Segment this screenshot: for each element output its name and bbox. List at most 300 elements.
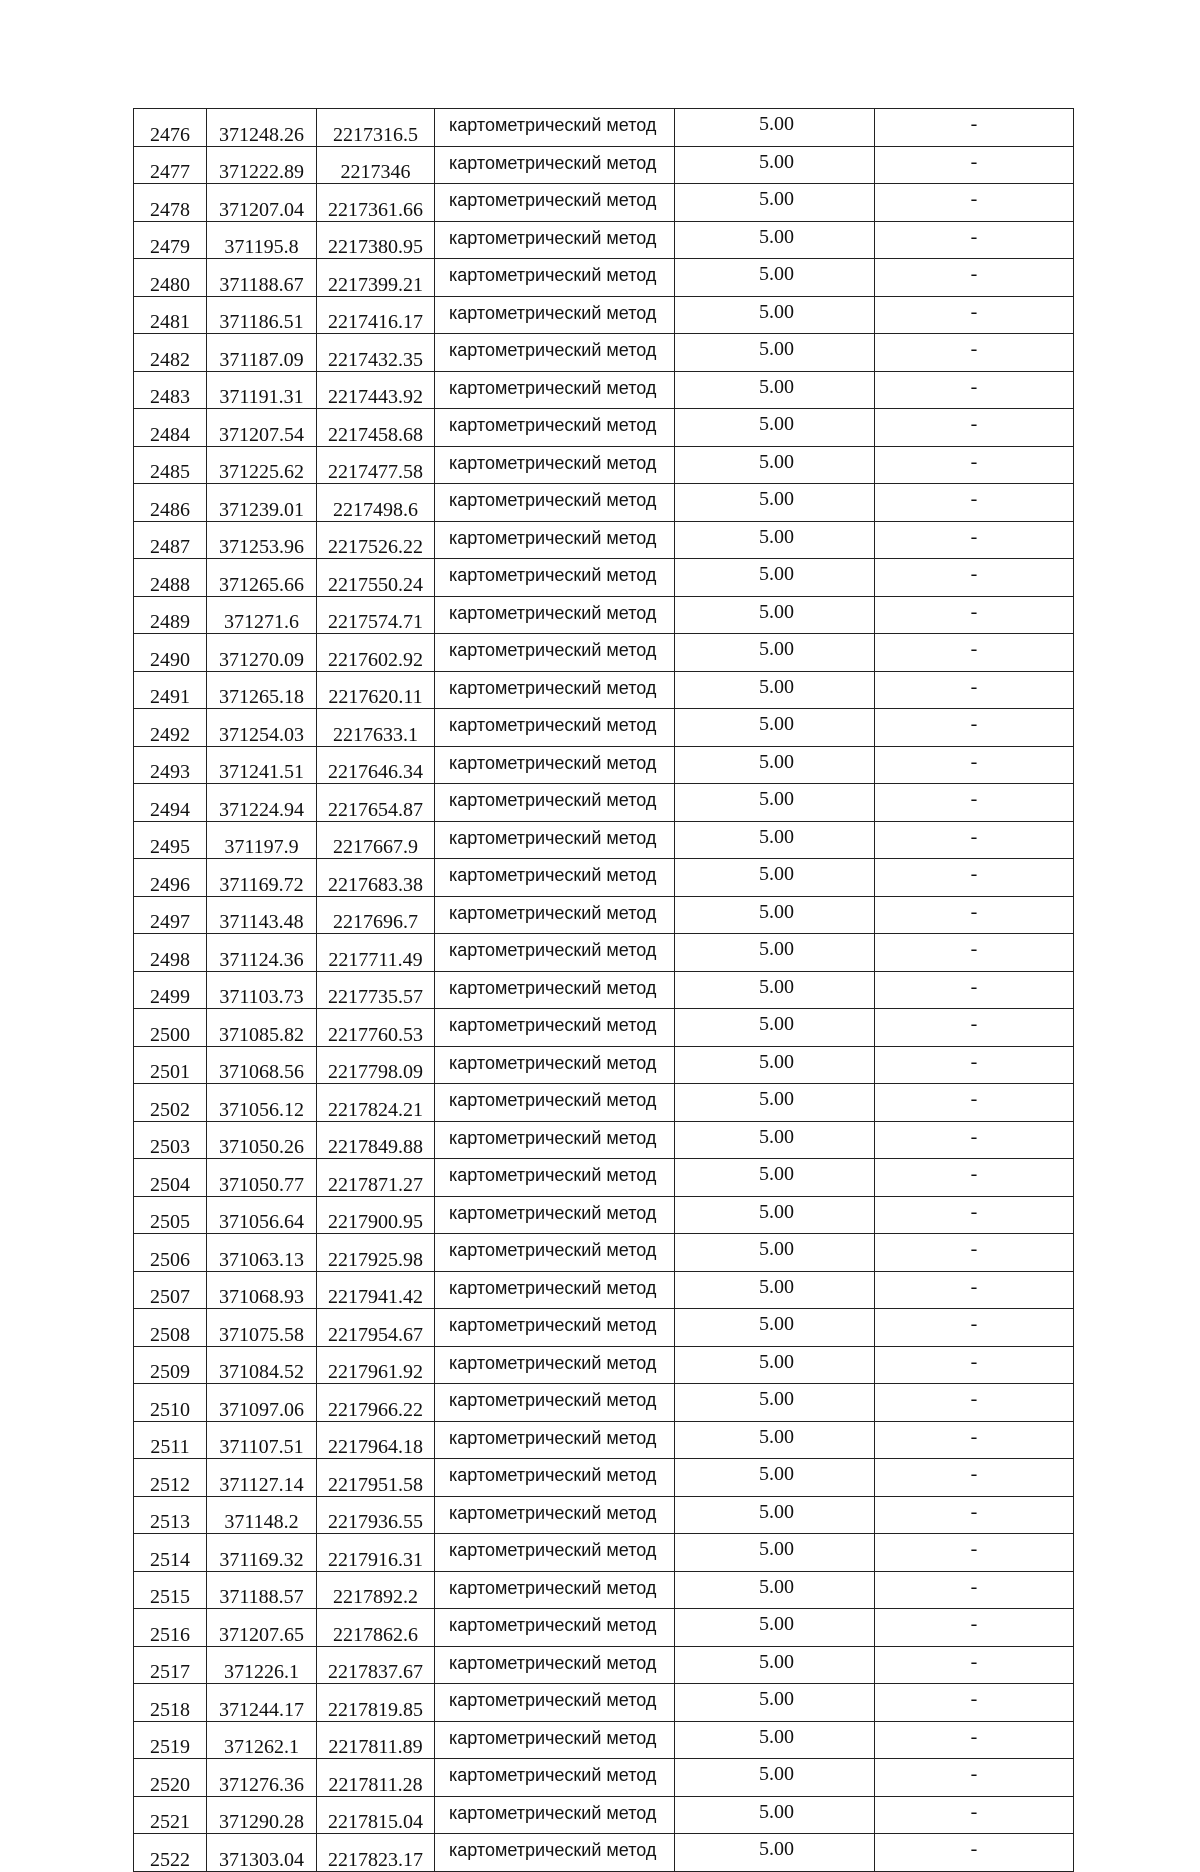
point-number-cell: 2477 xyxy=(134,146,207,184)
table-row xyxy=(134,334,1074,372)
note-cell: - xyxy=(875,521,1074,559)
x-coordinate-cell: 371262.1 xyxy=(207,1721,317,1759)
point-number-cell: 2497 xyxy=(134,896,207,934)
accuracy-cell: 5.00 xyxy=(675,259,875,297)
table-row xyxy=(134,1084,1074,1122)
note-cell: - xyxy=(875,446,1074,484)
method-cell: картометрический метод xyxy=(435,634,675,672)
accuracy-cell: 5.00 xyxy=(675,334,875,372)
y-coordinate-cell: 2217696.7 xyxy=(317,896,435,934)
accuracy-cell: 5.00 xyxy=(675,1571,875,1609)
x-coordinate-cell: 371265.66 xyxy=(207,559,317,597)
x-coordinate-cell: 371265.18 xyxy=(207,671,317,709)
note-cell: - xyxy=(875,934,1074,972)
table-row xyxy=(134,1609,1074,1647)
x-coordinate-cell: 371169.32 xyxy=(207,1534,317,1572)
table-row xyxy=(134,1384,1074,1422)
table-row xyxy=(134,1121,1074,1159)
x-coordinate-cell: 371075.58 xyxy=(207,1309,317,1347)
y-coordinate-cell: 2217951.58 xyxy=(317,1459,435,1497)
point-number-cell: 2487 xyxy=(134,521,207,559)
note-cell: - xyxy=(875,1609,1074,1647)
note-cell: - xyxy=(875,1159,1074,1197)
x-coordinate-cell: 371248.26 xyxy=(207,109,317,147)
accuracy-cell: 5.00 xyxy=(675,1234,875,1272)
method-cell: картометрический метод xyxy=(435,184,675,222)
note-cell: - xyxy=(875,1571,1074,1609)
point-number-cell: 2494 xyxy=(134,784,207,822)
x-coordinate-cell: 371226.1 xyxy=(207,1646,317,1684)
method-cell: картометрический метод xyxy=(435,1084,675,1122)
method-cell: картометрический метод xyxy=(435,109,675,147)
point-number-cell: 2499 xyxy=(134,971,207,1009)
y-coordinate-cell: 2217432.35 xyxy=(317,334,435,372)
note-cell: - xyxy=(875,1009,1074,1047)
note-cell: - xyxy=(875,1271,1074,1309)
table-row xyxy=(134,1834,1074,1872)
note-cell: - xyxy=(875,1084,1074,1122)
point-number-cell: 2496 xyxy=(134,859,207,897)
point-number-cell: 2512 xyxy=(134,1459,207,1497)
y-coordinate-cell: 2217477.58 xyxy=(317,446,435,484)
note-cell: - xyxy=(875,634,1074,672)
accuracy-cell: 5.00 xyxy=(675,559,875,597)
accuracy-cell: 5.00 xyxy=(675,1159,875,1197)
note-cell: - xyxy=(875,1121,1074,1159)
y-coordinate-cell: 2217620.11 xyxy=(317,671,435,709)
note-cell: - xyxy=(875,1309,1074,1347)
y-coordinate-cell: 2217954.67 xyxy=(317,1309,435,1347)
table-row xyxy=(134,109,1074,147)
accuracy-cell: 5.00 xyxy=(675,934,875,972)
x-coordinate-cell: 371143.48 xyxy=(207,896,317,934)
note-cell: - xyxy=(875,1534,1074,1572)
y-coordinate-cell: 2217900.95 xyxy=(317,1196,435,1234)
method-cell: картометрический метод xyxy=(435,371,675,409)
accuracy-cell: 5.00 xyxy=(675,709,875,747)
accuracy-cell: 5.00 xyxy=(675,1684,875,1722)
table-row xyxy=(134,671,1074,709)
x-coordinate-cell: 371191.31 xyxy=(207,371,317,409)
point-number-cell: 2490 xyxy=(134,634,207,672)
table-row xyxy=(134,1421,1074,1459)
x-coordinate-cell: 371124.36 xyxy=(207,934,317,972)
y-coordinate-cell: 2217916.31 xyxy=(317,1534,435,1572)
method-cell: картометрический метод xyxy=(435,971,675,1009)
method-cell: картометрический метод xyxy=(435,1009,675,1047)
x-coordinate-cell: 371107.51 xyxy=(207,1421,317,1459)
accuracy-cell: 5.00 xyxy=(675,184,875,222)
x-coordinate-cell: 371271.6 xyxy=(207,596,317,634)
y-coordinate-cell: 2217711.49 xyxy=(317,934,435,972)
table-row xyxy=(134,1346,1074,1384)
y-coordinate-cell: 2217443.92 xyxy=(317,371,435,409)
table-row xyxy=(134,521,1074,559)
method-cell: картометрический метод xyxy=(435,409,675,447)
accuracy-cell: 5.00 xyxy=(675,671,875,709)
point-number-cell: 2508 xyxy=(134,1309,207,1347)
y-coordinate-cell: 2217936.55 xyxy=(317,1496,435,1534)
table-row xyxy=(134,634,1074,672)
note-cell: - xyxy=(875,596,1074,634)
x-coordinate-cell: 371222.89 xyxy=(207,146,317,184)
accuracy-cell: 5.00 xyxy=(675,1271,875,1309)
x-coordinate-cell: 371187.09 xyxy=(207,334,317,372)
note-cell: - xyxy=(875,784,1074,822)
method-cell: картометрический метод xyxy=(435,671,675,709)
method-cell: картометрический метод xyxy=(435,1459,675,1497)
method-cell: картометрический метод xyxy=(435,859,675,897)
accuracy-cell: 5.00 xyxy=(675,1121,875,1159)
note-cell: - xyxy=(875,1796,1074,1834)
method-cell: картометрический метод xyxy=(435,146,675,184)
table-row xyxy=(134,746,1074,784)
note-cell: - xyxy=(875,1421,1074,1459)
point-number-cell: 2503 xyxy=(134,1121,207,1159)
accuracy-cell: 5.00 xyxy=(675,1309,875,1347)
method-cell: картометрический метод xyxy=(435,1571,675,1609)
method-cell: картометрический метод xyxy=(435,1159,675,1197)
y-coordinate-cell: 2217316.5 xyxy=(317,109,435,147)
point-number-cell: 2486 xyxy=(134,484,207,522)
y-coordinate-cell: 2217735.57 xyxy=(317,971,435,1009)
note-cell: - xyxy=(875,334,1074,372)
y-coordinate-cell: 2217667.9 xyxy=(317,821,435,859)
method-cell: картометрический метод xyxy=(435,559,675,597)
point-number-cell: 2488 xyxy=(134,559,207,597)
table-row xyxy=(134,484,1074,522)
y-coordinate-cell: 2217760.53 xyxy=(317,1009,435,1047)
y-coordinate-cell: 2217458.68 xyxy=(317,409,435,447)
point-number-cell: 2491 xyxy=(134,671,207,709)
note-cell: - xyxy=(875,109,1074,147)
table-row xyxy=(134,296,1074,334)
table-row xyxy=(134,1571,1074,1609)
table-row xyxy=(134,371,1074,409)
x-coordinate-cell: 371050.26 xyxy=(207,1121,317,1159)
table-row xyxy=(134,1234,1074,1272)
point-number-cell: 2506 xyxy=(134,1234,207,1272)
method-cell: картометрический метод xyxy=(435,821,675,859)
x-coordinate-cell: 371127.14 xyxy=(207,1459,317,1497)
x-coordinate-cell: 371254.03 xyxy=(207,709,317,747)
table-row xyxy=(134,409,1074,447)
y-coordinate-cell: 2217683.38 xyxy=(317,859,435,897)
y-coordinate-cell: 2217819.85 xyxy=(317,1684,435,1722)
x-coordinate-cell: 371276.36 xyxy=(207,1759,317,1797)
y-coordinate-cell: 2217811.28 xyxy=(317,1759,435,1797)
y-coordinate-cell: 2217862.6 xyxy=(317,1609,435,1647)
accuracy-cell: 5.00 xyxy=(675,1346,875,1384)
method-cell: картометрический метод xyxy=(435,1496,675,1534)
y-coordinate-cell: 2217646.34 xyxy=(317,746,435,784)
x-coordinate-cell: 371303.04 xyxy=(207,1834,317,1872)
table-row xyxy=(134,1271,1074,1309)
accuracy-cell: 5.00 xyxy=(675,409,875,447)
note-cell: - xyxy=(875,1646,1074,1684)
method-cell: картометрический метод xyxy=(435,896,675,934)
x-coordinate-cell: 371207.04 xyxy=(207,184,317,222)
table-row xyxy=(134,1309,1074,1347)
table-row xyxy=(134,184,1074,222)
x-coordinate-cell: 371068.93 xyxy=(207,1271,317,1309)
y-coordinate-cell: 2217633.1 xyxy=(317,709,435,747)
note-cell: - xyxy=(875,484,1074,522)
method-cell: картометрический метод xyxy=(435,1121,675,1159)
point-number-cell: 2516 xyxy=(134,1609,207,1647)
y-coordinate-cell: 2217925.98 xyxy=(317,1234,435,1272)
method-cell: картометрический метод xyxy=(435,1346,675,1384)
y-coordinate-cell: 2217380.95 xyxy=(317,221,435,259)
accuracy-cell: 5.00 xyxy=(675,634,875,672)
x-coordinate-cell: 371084.52 xyxy=(207,1346,317,1384)
accuracy-cell: 5.00 xyxy=(675,784,875,822)
note-cell: - xyxy=(875,409,1074,447)
accuracy-cell: 5.00 xyxy=(675,446,875,484)
y-coordinate-cell: 2217346 xyxy=(317,146,435,184)
y-coordinate-cell: 2217892.2 xyxy=(317,1571,435,1609)
point-number-cell: 2514 xyxy=(134,1534,207,1572)
method-cell: картометрический метод xyxy=(435,1759,675,1797)
note-cell: - xyxy=(875,1459,1074,1497)
note-cell: - xyxy=(875,146,1074,184)
point-number-cell: 2476 xyxy=(134,109,207,147)
y-coordinate-cell: 2217416.17 xyxy=(317,296,435,334)
accuracy-cell: 5.00 xyxy=(675,1046,875,1084)
point-number-cell: 2481 xyxy=(134,296,207,334)
x-coordinate-cell: 371207.54 xyxy=(207,409,317,447)
point-number-cell: 2511 xyxy=(134,1421,207,1459)
y-coordinate-cell: 2217849.88 xyxy=(317,1121,435,1159)
method-cell: картометрический метод xyxy=(435,1384,675,1422)
note-cell: - xyxy=(875,1759,1074,1797)
note-cell: - xyxy=(875,1046,1074,1084)
table-row xyxy=(134,1759,1074,1797)
point-number-cell: 2521 xyxy=(134,1796,207,1834)
accuracy-cell: 5.00 xyxy=(675,109,875,147)
note-cell: - xyxy=(875,896,1074,934)
point-number-cell: 2482 xyxy=(134,334,207,372)
table-row xyxy=(134,446,1074,484)
method-cell: картометрический метод xyxy=(435,1834,675,1872)
accuracy-cell: 5.00 xyxy=(675,1496,875,1534)
method-cell: картометрический метод xyxy=(435,1046,675,1084)
method-cell: картометрический метод xyxy=(435,1421,675,1459)
point-number-cell: 2505 xyxy=(134,1196,207,1234)
method-cell: картометрический метод xyxy=(435,1309,675,1347)
point-number-cell: 2504 xyxy=(134,1159,207,1197)
method-cell: картометрический метод xyxy=(435,784,675,822)
method-cell: картометрический метод xyxy=(435,1234,675,1272)
method-cell: картометрический метод xyxy=(435,709,675,747)
x-coordinate-cell: 371097.06 xyxy=(207,1384,317,1422)
x-coordinate-cell: 371225.62 xyxy=(207,446,317,484)
table-row xyxy=(134,1796,1074,1834)
accuracy-cell: 5.00 xyxy=(675,484,875,522)
note-cell: - xyxy=(875,1496,1074,1534)
accuracy-cell: 5.00 xyxy=(675,1834,875,1872)
method-cell: картометрический метод xyxy=(435,296,675,334)
table-row xyxy=(134,934,1074,972)
table-row xyxy=(134,784,1074,822)
table-row xyxy=(134,146,1074,184)
point-number-cell: 2479 xyxy=(134,221,207,259)
y-coordinate-cell: 2217941.42 xyxy=(317,1271,435,1309)
point-number-cell: 2510 xyxy=(134,1384,207,1422)
accuracy-cell: 5.00 xyxy=(675,1796,875,1834)
note-cell: - xyxy=(875,1834,1074,1872)
x-coordinate-cell: 371068.56 xyxy=(207,1046,317,1084)
coordinates-table xyxy=(133,108,1074,1872)
x-coordinate-cell: 371207.65 xyxy=(207,1609,317,1647)
x-coordinate-cell: 371195.8 xyxy=(207,221,317,259)
x-coordinate-cell: 371056.12 xyxy=(207,1084,317,1122)
note-cell: - xyxy=(875,1384,1074,1422)
x-coordinate-cell: 371050.77 xyxy=(207,1159,317,1197)
accuracy-cell: 5.00 xyxy=(675,1609,875,1647)
coordinates-table-body xyxy=(134,109,1074,1872)
note-cell: - xyxy=(875,709,1074,747)
note-cell: - xyxy=(875,221,1074,259)
note-cell: - xyxy=(875,296,1074,334)
table-row xyxy=(134,1009,1074,1047)
note-cell: - xyxy=(875,259,1074,297)
method-cell: картометрический метод xyxy=(435,334,675,372)
method-cell: картометрический метод xyxy=(435,1646,675,1684)
accuracy-cell: 5.00 xyxy=(675,1721,875,1759)
table-row xyxy=(134,1159,1074,1197)
point-number-cell: 2519 xyxy=(134,1721,207,1759)
point-number-cell: 2507 xyxy=(134,1271,207,1309)
table-row xyxy=(134,896,1074,934)
table-row xyxy=(134,1684,1074,1722)
note-cell: - xyxy=(875,184,1074,222)
x-coordinate-cell: 371224.94 xyxy=(207,784,317,822)
method-cell: картометрический метод xyxy=(435,596,675,634)
point-number-cell: 2489 xyxy=(134,596,207,634)
table-row xyxy=(134,1196,1074,1234)
point-number-cell: 2520 xyxy=(134,1759,207,1797)
point-number-cell: 2492 xyxy=(134,709,207,747)
x-coordinate-cell: 371270.09 xyxy=(207,634,317,672)
accuracy-cell: 5.00 xyxy=(675,1459,875,1497)
method-cell: картометрический метод xyxy=(435,934,675,972)
method-cell: картометрический метод xyxy=(435,1684,675,1722)
note-cell: - xyxy=(875,1721,1074,1759)
point-number-cell: 2483 xyxy=(134,371,207,409)
table-row xyxy=(134,1646,1074,1684)
note-cell: - xyxy=(875,746,1074,784)
x-coordinate-cell: 371169.72 xyxy=(207,859,317,897)
y-coordinate-cell: 2217574.71 xyxy=(317,596,435,634)
accuracy-cell: 5.00 xyxy=(675,1421,875,1459)
point-number-cell: 2498 xyxy=(134,934,207,972)
accuracy-cell: 5.00 xyxy=(675,1384,875,1422)
note-cell: - xyxy=(875,371,1074,409)
accuracy-cell: 5.00 xyxy=(675,1009,875,1047)
x-coordinate-cell: 371197.9 xyxy=(207,821,317,859)
x-coordinate-cell: 371188.57 xyxy=(207,1571,317,1609)
method-cell: картометрический метод xyxy=(435,1609,675,1647)
point-number-cell: 2485 xyxy=(134,446,207,484)
x-coordinate-cell: 371241.51 xyxy=(207,746,317,784)
accuracy-cell: 5.00 xyxy=(675,371,875,409)
accuracy-cell: 5.00 xyxy=(675,296,875,334)
y-coordinate-cell: 2217871.27 xyxy=(317,1159,435,1197)
point-number-cell: 2517 xyxy=(134,1646,207,1684)
table-row xyxy=(134,1534,1074,1572)
table-row xyxy=(134,709,1074,747)
note-cell: - xyxy=(875,1346,1074,1384)
method-cell: картометрический метод xyxy=(435,1796,675,1834)
y-coordinate-cell: 2217964.18 xyxy=(317,1421,435,1459)
point-number-cell: 2500 xyxy=(134,1009,207,1047)
point-number-cell: 2501 xyxy=(134,1046,207,1084)
y-coordinate-cell: 2217961.92 xyxy=(317,1346,435,1384)
accuracy-cell: 5.00 xyxy=(675,1084,875,1122)
accuracy-cell: 5.00 xyxy=(675,1534,875,1572)
accuracy-cell: 5.00 xyxy=(675,859,875,897)
table-row xyxy=(134,596,1074,634)
y-coordinate-cell: 2217550.24 xyxy=(317,559,435,597)
note-cell: - xyxy=(875,1234,1074,1272)
accuracy-cell: 5.00 xyxy=(675,971,875,1009)
x-coordinate-cell: 371244.17 xyxy=(207,1684,317,1722)
point-number-cell: 2518 xyxy=(134,1684,207,1722)
table-row xyxy=(134,559,1074,597)
note-cell: - xyxy=(875,1196,1074,1234)
method-cell: картометрический метод xyxy=(435,521,675,559)
y-coordinate-cell: 2217966.22 xyxy=(317,1384,435,1422)
accuracy-cell: 5.00 xyxy=(675,896,875,934)
table-row xyxy=(134,259,1074,297)
table-row xyxy=(134,1046,1074,1084)
note-cell: - xyxy=(875,559,1074,597)
y-coordinate-cell: 2217399.21 xyxy=(317,259,435,297)
y-coordinate-cell: 2217811.89 xyxy=(317,1721,435,1759)
table-row xyxy=(134,971,1074,1009)
point-number-cell: 2515 xyxy=(134,1571,207,1609)
table-row xyxy=(134,1496,1074,1534)
point-number-cell: 2480 xyxy=(134,259,207,297)
x-coordinate-cell: 371239.01 xyxy=(207,484,317,522)
accuracy-cell: 5.00 xyxy=(675,221,875,259)
x-coordinate-cell: 371186.51 xyxy=(207,296,317,334)
accuracy-cell: 5.00 xyxy=(675,1646,875,1684)
method-cell: картометрический метод xyxy=(435,1196,675,1234)
y-coordinate-cell: 2217815.04 xyxy=(317,1796,435,1834)
method-cell: картометрический метод xyxy=(435,1271,675,1309)
point-number-cell: 2513 xyxy=(134,1496,207,1534)
y-coordinate-cell: 2217837.67 xyxy=(317,1646,435,1684)
table-row xyxy=(134,821,1074,859)
method-cell: картометрический метод xyxy=(435,1534,675,1572)
x-coordinate-cell: 371085.82 xyxy=(207,1009,317,1047)
x-coordinate-cell: 371103.73 xyxy=(207,971,317,1009)
table-row xyxy=(134,221,1074,259)
accuracy-cell: 5.00 xyxy=(675,821,875,859)
point-number-cell: 2493 xyxy=(134,746,207,784)
y-coordinate-cell: 2217824.21 xyxy=(317,1084,435,1122)
table-row xyxy=(134,1459,1074,1497)
note-cell: - xyxy=(875,971,1074,1009)
accuracy-cell: 5.00 xyxy=(675,146,875,184)
note-cell: - xyxy=(875,821,1074,859)
x-coordinate-cell: 371063.13 xyxy=(207,1234,317,1272)
note-cell: - xyxy=(875,1684,1074,1722)
accuracy-cell: 5.00 xyxy=(675,596,875,634)
accuracy-cell: 5.00 xyxy=(675,1759,875,1797)
